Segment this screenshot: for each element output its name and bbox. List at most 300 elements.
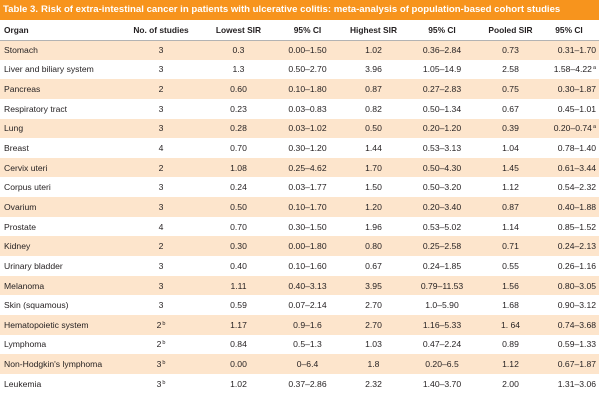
- lowest-ci-cell: [270, 40, 345, 60]
- lowest-ci-cell: [270, 138, 345, 158]
- pooled-sir-cell: [482, 119, 539, 139]
- lowest-sir-cell: [207, 79, 270, 99]
- column-header: Highest SIR: [345, 20, 402, 40]
- highest-sir-cell: [345, 315, 402, 335]
- lowest-ci-cell: [270, 335, 345, 355]
- highest-sir-cell-value: 1.8: [367, 359, 380, 370]
- organ-cell-value: Urinary bladder: [4, 260, 63, 271]
- organ-cell-value: Respiratory tract: [4, 103, 68, 114]
- highest-sir-cell: [345, 197, 402, 217]
- organ-cell: [0, 236, 115, 256]
- highest-sir-cell: [345, 60, 402, 80]
- pooled-ci-cell-value: 0.45–1.01: [557, 103, 596, 114]
- lowest-sir-cell: [207, 60, 270, 80]
- lowest-sir-cell: [207, 217, 270, 237]
- organ-cell-value: Cervix uteri: [4, 162, 48, 173]
- pooled-sir-cell-value: 0.71: [502, 241, 519, 252]
- highest-sir-cell: [345, 40, 402, 60]
- highest-ci-cell: [402, 295, 482, 315]
- organ-cell-value: Breast: [4, 143, 29, 154]
- highest-sir-cell: [345, 119, 402, 139]
- highest-ci-cell-value: 0.53–5.02: [422, 221, 462, 232]
- highest-sir-cell-value: 1.96: [365, 221, 382, 232]
- pooled-ci-cell-value: 0.74–3.68: [557, 319, 596, 330]
- table-row: [0, 40, 599, 60]
- footnote-marker: a: [592, 124, 596, 131]
- highest-sir-cell-value: 1.50: [365, 182, 382, 193]
- lowest-ci-cell-value: 0.00–1.80: [288, 241, 327, 252]
- lowest-ci-cell: [270, 177, 345, 197]
- lowest-sir-cell: [207, 177, 270, 197]
- table-row: [0, 354, 599, 374]
- table-row: [0, 295, 599, 315]
- study-count-cell-value: 2: [158, 84, 164, 95]
- lowest-ci-cell-value: 0.40–3.13: [288, 280, 327, 291]
- highest-ci-cell-value: 0.36–2.84: [422, 45, 462, 56]
- table-row: [0, 79, 599, 99]
- study-count-cell: [115, 256, 207, 276]
- organ-cell: [0, 99, 115, 119]
- organ-cell: [0, 354, 115, 374]
- highest-sir-cell-value: 1.20: [365, 201, 382, 212]
- pooled-ci-cell-value: 0.30–1.87: [557, 84, 596, 95]
- footnote-marker: b: [162, 340, 166, 347]
- lowest-ci-cell: [270, 79, 345, 99]
- highest-sir-cell: [345, 138, 402, 158]
- pooled-sir-cell-value: 0.39: [502, 123, 519, 134]
- pooled-sir-cell: [482, 236, 539, 256]
- lowest-ci-cell-value: 0.25–4.62: [288, 162, 327, 173]
- lowest-sir-cell-value: 0.50: [230, 201, 247, 212]
- table-row: [0, 217, 599, 237]
- pooled-sir-cell: [482, 217, 539, 237]
- lowest-ci-cell: [270, 217, 345, 237]
- lowest-sir-cell: [207, 236, 270, 256]
- highest-sir-cell-value: 2.70: [365, 300, 382, 311]
- lowest-ci-cell-value: 0.37–2.86: [288, 378, 327, 389]
- pooled-sir-cell: [482, 197, 539, 217]
- organ-cell-value: Leukemia: [4, 378, 42, 389]
- organ-cell: [0, 295, 115, 315]
- table-row: [0, 256, 599, 276]
- lowest-ci-cell-value: 0.30–1.50: [288, 221, 327, 232]
- pooled-sir-cell-value: 2.00: [502, 378, 519, 389]
- pooled-sir-cell-value: 0.73: [502, 45, 519, 56]
- lowest-sir-cell: [207, 158, 270, 178]
- table-row: [0, 315, 599, 335]
- lowest-sir-cell-value: 0.60: [230, 84, 247, 95]
- lowest-ci-cell-value: 0.03–1.02: [288, 123, 327, 134]
- highest-ci-cell: [402, 374, 482, 394]
- lowest-ci-cell-value: 0–6.4: [296, 359, 319, 370]
- pooled-sir-cell: [482, 177, 539, 197]
- highest-sir-cell-value: 0.82: [365, 103, 382, 114]
- highest-sir-cell-value: 0.67: [365, 260, 382, 271]
- organ-cell: [0, 276, 115, 296]
- highest-ci-cell-value: 0.50–3.20: [422, 182, 462, 193]
- pooled-ci-cell-value: 0.31–1.70: [557, 45, 596, 56]
- study-count-cell: [115, 79, 207, 99]
- highest-ci-cell: [402, 335, 482, 355]
- pooled-sir-cell: [482, 40, 539, 60]
- study-count-cell-value: 4: [158, 143, 164, 154]
- highest-sir-cell: [345, 276, 402, 296]
- highest-ci-cell-value: 0.24–1.85: [422, 260, 462, 271]
- highest-sir-cell-value: 1.44: [365, 143, 382, 154]
- pooled-ci-cell-value: 1.31–3.06: [557, 378, 596, 389]
- highest-sir-cell-value: 1.70: [365, 162, 382, 173]
- lowest-ci-cell-value: 0.9–1.6: [293, 319, 322, 330]
- header-row: [0, 20, 599, 40]
- study-count-cell-value: 3: [158, 201, 164, 212]
- pooled-ci-cell: [539, 197, 599, 217]
- lowest-ci-cell-value: 0.03–0.83: [288, 103, 327, 114]
- pooled-ci-cell-value: 0.26–1.16: [557, 260, 596, 271]
- highest-ci-cell: [402, 315, 482, 335]
- column-header: 95% CI: [270, 20, 345, 40]
- pooled-sir-cell: [482, 335, 539, 355]
- highest-ci-cell: [402, 236, 482, 256]
- highest-sir-cell-value: 0.50: [365, 123, 382, 134]
- table-row: [0, 236, 599, 256]
- highest-ci-cell-value: 1.0–5.90: [425, 300, 459, 311]
- pooled-ci-cell: [539, 79, 599, 99]
- highest-ci-cell: [402, 354, 482, 374]
- column-header: Pooled SIR: [482, 20, 539, 40]
- table-number: Table 3.: [3, 4, 39, 15]
- lowest-sir-cell-value: 0.40: [230, 260, 247, 271]
- organ-cell-value: Hematopoietic system: [4, 319, 89, 330]
- lowest-sir-cell: [207, 374, 270, 394]
- lowest-sir-cell-value: 0.3: [232, 45, 245, 56]
- study-count-cell: [115, 295, 207, 315]
- table-row: [0, 158, 599, 178]
- lowest-ci-cell: [270, 99, 345, 119]
- highest-sir-cell-value: 2.32: [365, 378, 382, 389]
- study-count-cell: [115, 119, 207, 139]
- organ-cell: [0, 119, 115, 139]
- highest-sir-cell-value: 1.03: [365, 339, 382, 350]
- pooled-sir-cell-value: 0.55: [502, 260, 519, 271]
- highest-sir-cell-value: 0.80: [365, 241, 382, 252]
- study-count-cell: [115, 138, 207, 158]
- organ-cell: [0, 315, 115, 335]
- table-row: [0, 119, 599, 139]
- study-count-cell-value: 3: [158, 260, 164, 271]
- highest-ci-cell: [402, 60, 482, 80]
- column-header: 95% CI: [539, 20, 599, 40]
- pooled-sir-cell-value: 0.87: [502, 201, 519, 212]
- lowest-sir-cell-value: 1.3: [232, 64, 245, 75]
- lowest-sir-cell-value: 1.17: [230, 319, 247, 330]
- organ-cell-value: Skin (squamous): [4, 300, 69, 311]
- highest-ci-cell-value: 0.50–4.30: [422, 162, 462, 173]
- highest-sir-cell: [345, 335, 402, 355]
- study-count-cell: [115, 217, 207, 237]
- organ-cell: [0, 40, 115, 60]
- results-table: [0, 20, 599, 394]
- table-row: [0, 335, 599, 355]
- lowest-sir-cell: [207, 40, 270, 60]
- study-count-cell: [115, 315, 207, 335]
- highest-ci-cell: [402, 119, 482, 139]
- highest-ci-cell: [402, 79, 482, 99]
- lowest-ci-cell-value: 0.10–1.60: [288, 260, 327, 271]
- highest-ci-cell: [402, 197, 482, 217]
- pooled-sir-cell-value: 1.04: [502, 143, 519, 154]
- lowest-ci-cell: [270, 119, 345, 139]
- highest-ci-cell-value: 0.53–3.13: [422, 143, 462, 154]
- pooled-ci-cell-value: 1.58–4.22: [553, 64, 592, 75]
- footnote-marker: b: [162, 379, 166, 386]
- pooled-ci-cell: [539, 40, 599, 60]
- pooled-sir-cell-value: 1.12: [502, 359, 519, 370]
- pooled-sir-cell-value: 2.58: [502, 64, 519, 75]
- study-count-cell-value: 2: [158, 162, 164, 173]
- pooled-ci-cell: [539, 256, 599, 276]
- study-count-cell: [115, 374, 207, 394]
- table-row: [0, 276, 599, 296]
- highest-ci-cell-value: 0.79–11.53: [420, 280, 464, 291]
- lowest-ci-cell-value: 0.30–1.20: [288, 143, 327, 154]
- table-row: [0, 374, 599, 394]
- highest-ci-cell-value: 0.27–2.83: [422, 84, 462, 95]
- lowest-ci-cell-value: 0.5–1.3: [293, 339, 322, 350]
- pooled-ci-cell: [539, 236, 599, 256]
- lowest-sir-cell: [207, 335, 270, 355]
- lowest-ci-cell: [270, 315, 345, 335]
- organ-cell-value: Liver and biliary system: [4, 64, 94, 75]
- highest-ci-cell: [402, 217, 482, 237]
- highest-ci-cell: [402, 276, 482, 296]
- lowest-ci-cell-value: 0.10–1.70: [288, 201, 327, 212]
- column-header: 95% CI: [402, 20, 482, 40]
- organ-cell-value: Melanoma: [4, 280, 45, 291]
- pooled-sir-cell: [482, 276, 539, 296]
- pooled-sir-cell: [482, 158, 539, 178]
- lowest-sir-cell-value: 0.00: [230, 359, 247, 370]
- pooled-sir-cell: [482, 79, 539, 99]
- highest-sir-cell-value: 3.95: [365, 280, 382, 291]
- study-count-cell-value: 3: [158, 64, 164, 75]
- organ-cell-value: Stomach: [4, 45, 38, 56]
- highest-sir-cell: [345, 295, 402, 315]
- study-count-cell: [115, 236, 207, 256]
- lowest-sir-cell: [207, 138, 270, 158]
- organ-cell-value: Kidney: [4, 241, 31, 252]
- pooled-sir-cell: [482, 315, 539, 335]
- highest-ci-cell-value: 0.20–3.40: [422, 201, 462, 212]
- study-count-cell: [115, 40, 207, 60]
- highest-sir-cell: [345, 256, 402, 276]
- pooled-ci-cell-value: 0.78–1.40: [557, 143, 596, 154]
- table-row: [0, 138, 599, 158]
- organ-cell-value: Lymphoma: [4, 339, 47, 350]
- study-count-cell-value: 2: [156, 319, 162, 330]
- lowest-sir-cell-value: 0.70: [230, 221, 247, 232]
- footnote-marker: b: [162, 320, 166, 327]
- study-count-cell-value: 3: [156, 359, 162, 370]
- table-body: [0, 40, 599, 394]
- highest-sir-cell-value: 2.70: [365, 319, 382, 330]
- highest-ci-cell-value: 0.25–2.58: [422, 241, 462, 252]
- organ-cell-value: Prostate: [4, 221, 37, 232]
- lowest-ci-cell: [270, 158, 345, 178]
- pooled-ci-cell-value: 0.80–3.05: [557, 280, 596, 291]
- highest-sir-cell-value: 1.02: [365, 45, 382, 56]
- pooled-sir-cell-value: 0.67: [502, 103, 519, 114]
- footnote-marker: a: [592, 65, 596, 72]
- pooled-ci-cell-value: 0.40–1.88: [557, 201, 596, 212]
- lowest-sir-cell: [207, 197, 270, 217]
- study-count-cell: [115, 276, 207, 296]
- pooled-ci-cell: [539, 354, 599, 374]
- pooled-sir-cell-value: 0.75: [502, 84, 519, 95]
- highest-sir-cell: [345, 217, 402, 237]
- pooled-ci-cell-value: 0.20–0.74: [553, 123, 592, 134]
- footnote-marker: b: [162, 360, 166, 367]
- lowest-ci-cell-value: 0.10–1.80: [288, 84, 327, 95]
- organ-cell-value: Corpus uteri: [4, 182, 51, 193]
- lowest-sir-cell: [207, 99, 270, 119]
- lowest-sir-cell-value: 0.59: [230, 300, 247, 311]
- highest-ci-cell-value: 0.47–2.24: [422, 339, 462, 350]
- study-count-cell-value: 3: [158, 45, 164, 56]
- lowest-ci-cell: [270, 256, 345, 276]
- highest-ci-cell-value: 0.20–6.5: [425, 359, 459, 370]
- pooled-ci-cell: [539, 119, 599, 139]
- pooled-ci-cell: [539, 177, 599, 197]
- study-count-cell: [115, 354, 207, 374]
- lowest-ci-cell: [270, 295, 345, 315]
- lowest-ci-cell-value: 0.07–2.14: [288, 300, 327, 311]
- highest-sir-cell: [345, 236, 402, 256]
- table-title: Risk of extra-intestinal cancer in patients with ulcerative colitis: meta-analysis of population-based cohort studies: [41, 4, 561, 15]
- table-row: [0, 197, 599, 217]
- pooled-sir-cell: [482, 138, 539, 158]
- pooled-ci-cell: [539, 374, 599, 394]
- lowest-sir-cell-value: 0.28: [230, 123, 247, 134]
- lowest-sir-cell-value: 0.70: [230, 143, 247, 154]
- organ-cell: [0, 256, 115, 276]
- organ-cell: [0, 335, 115, 355]
- study-count-cell-value: 3: [156, 378, 162, 389]
- column-header: Lowest SIR: [207, 20, 270, 40]
- organ-cell: [0, 60, 115, 80]
- highest-ci-cell: [402, 99, 482, 119]
- organ-cell: [0, 158, 115, 178]
- pooled-ci-cell-value: 0.59–1.33: [557, 339, 596, 350]
- study-count-cell: [115, 177, 207, 197]
- highest-ci-cell: [402, 138, 482, 158]
- lowest-ci-cell-value: 0.03–1.77: [288, 182, 327, 193]
- organ-cell: [0, 177, 115, 197]
- highest-ci-cell-value: 1.05–14.9: [422, 64, 462, 75]
- pooled-sir-cell: [482, 374, 539, 394]
- pooled-ci-cell-value: 0.24–2.13: [557, 241, 596, 252]
- lowest-ci-cell-value: 0.50–2.70: [288, 64, 327, 75]
- pooled-sir-cell: [482, 354, 539, 374]
- study-count-cell: [115, 158, 207, 178]
- organ-cell: [0, 138, 115, 158]
- pooled-ci-cell-value: 0.90–3.12: [557, 300, 596, 311]
- pooled-sir-cell-value: 1.56: [502, 280, 519, 291]
- lowest-ci-cell: [270, 354, 345, 374]
- organ-cell-value: Pancreas: [4, 84, 41, 95]
- column-header: No. of studies: [115, 20, 207, 40]
- lowest-ci-cell: [270, 197, 345, 217]
- pooled-sir-cell: [482, 295, 539, 315]
- pooled-sir-cell-value: 1.14: [502, 221, 519, 232]
- study-count-cell-value: 4: [158, 221, 164, 232]
- study-count-cell-value: 2: [156, 339, 162, 350]
- pooled-ci-cell-value: 0.61–3.44: [557, 162, 596, 173]
- lowest-sir-cell: [207, 119, 270, 139]
- pooled-ci-cell-value: 0.54–2.32: [557, 182, 596, 193]
- pooled-ci-cell: [539, 99, 599, 119]
- lowest-sir-cell: [207, 295, 270, 315]
- lowest-sir-cell-value: 0.23: [230, 103, 247, 114]
- highest-sir-cell: [345, 79, 402, 99]
- pooled-ci-cell: [539, 158, 599, 178]
- lowest-ci-cell: [270, 60, 345, 80]
- lowest-sir-cell-value: 0.84: [230, 339, 247, 350]
- organ-cell: [0, 197, 115, 217]
- highest-ci-cell: [402, 256, 482, 276]
- pooled-sir-cell: [482, 99, 539, 119]
- study-count-cell: [115, 197, 207, 217]
- pooled-sir-cell-value: 1.12: [502, 182, 519, 193]
- lowest-sir-cell: [207, 276, 270, 296]
- table-row: [0, 60, 599, 80]
- study-count-cell-value: 2: [158, 241, 164, 252]
- pooled-ci-cell: [539, 295, 599, 315]
- column-header: Organ: [0, 20, 115, 40]
- pooled-sir-cell: [482, 256, 539, 276]
- lowest-sir-cell: [207, 354, 270, 374]
- pooled-sir-cell-value: 1.45: [502, 162, 519, 173]
- lowest-sir-cell: [207, 256, 270, 276]
- highest-ci-cell: [402, 40, 482, 60]
- lowest-sir-cell-value: 0.30: [230, 241, 247, 252]
- study-count-cell-value: 3: [158, 280, 164, 291]
- pooled-ci-cell: [539, 60, 599, 80]
- pooled-ci-cell-value: 0.85–1.52: [557, 221, 596, 232]
- pooled-sir-cell-value: 1.68: [502, 300, 519, 311]
- pooled-sir-cell: [482, 60, 539, 80]
- organ-cell: [0, 374, 115, 394]
- study-count-cell-value: 3: [158, 300, 164, 311]
- lowest-ci-cell-value: 0.00–1.50: [288, 45, 327, 56]
- pooled-ci-cell-value: 0.67–1.87: [557, 359, 596, 370]
- highest-sir-cell: [345, 354, 402, 374]
- lowest-sir-cell-value: 0.24: [230, 182, 247, 193]
- highest-sir-cell: [345, 177, 402, 197]
- highest-ci-cell: [402, 158, 482, 178]
- highest-sir-cell-value: 3.96: [365, 64, 382, 75]
- highest-sir-cell: [345, 99, 402, 119]
- organ-cell-value: Lung: [4, 123, 24, 134]
- pooled-ci-cell: [539, 276, 599, 296]
- pooled-ci-cell: [539, 335, 599, 355]
- highest-ci-cell-value: 1.40–3.70: [422, 378, 462, 389]
- organ-cell-value: Ovarium: [4, 201, 37, 212]
- lowest-ci-cell: [270, 374, 345, 394]
- organ-cell-value: Non-Hodgkin's lymphoma: [4, 359, 103, 370]
- lowest-sir-cell-value: 1.08: [230, 162, 247, 173]
- study-count-cell-value: 3: [158, 182, 164, 193]
- study-count-cell: [115, 99, 207, 119]
